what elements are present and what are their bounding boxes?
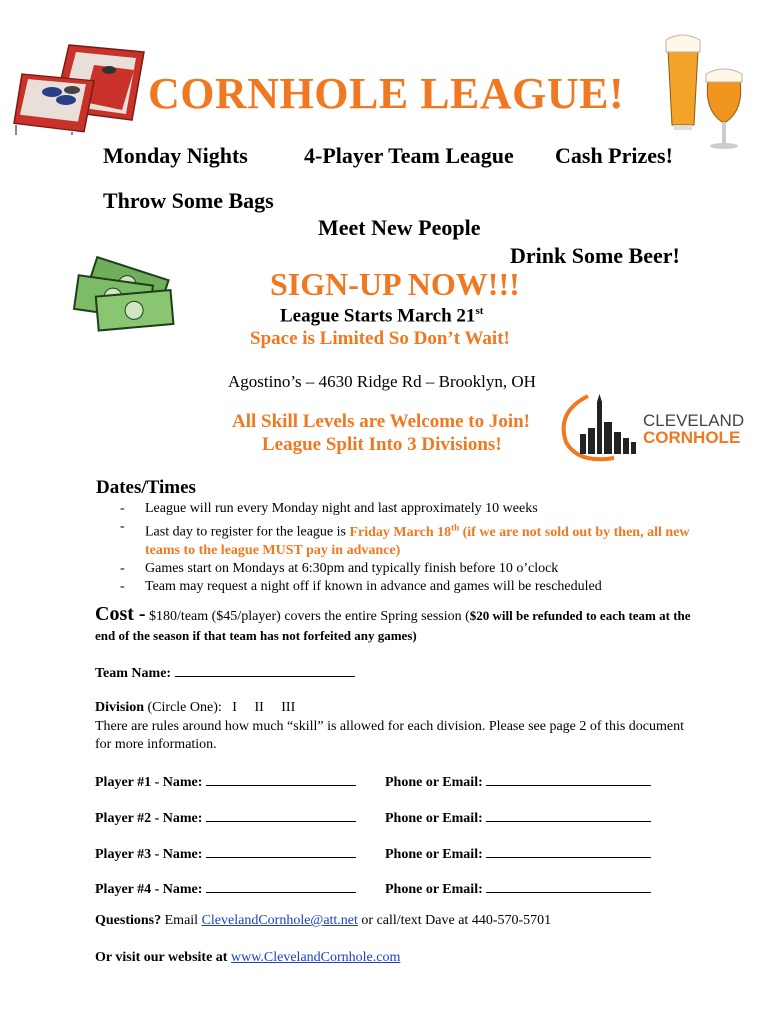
player-3-contact-field[interactable]: Phone or Email: (385, 844, 651, 863)
division-rules-note: There are rules around how much “skill” is allowed for each division. Please see page 2 of this document for more information. (95, 719, 684, 752)
list-item: - Games start on Mondays at 6:30pm and typically finish before 10 o’clock (120, 560, 559, 576)
tagline-meet-people: Meet New People (318, 215, 481, 240)
dates-list (120, 500, 710, 596)
division-option-3[interactable]: III (281, 700, 296, 715)
venue-address: Agostino’s – 4630 Ridge Rd – Brooklyn, OH (228, 372, 536, 391)
player-4-contact-field[interactable]: Phone or Email: (385, 879, 651, 898)
dates-times-heading: Dates/Times (96, 477, 196, 498)
division-selector: Division (Circle One): I II III (95, 700, 296, 715)
space-limited-notice: Space is Limited So Don’t Wait! (250, 328, 510, 349)
player-2-name-field[interactable]: Player #2 - Name: (95, 808, 356, 827)
tagline-throw-bags: Throw Some Bags (103, 188, 274, 213)
page-title: CORNHOLE LEAGUE! (148, 69, 625, 118)
player-2-contact-field[interactable]: Phone or Email: (385, 808, 651, 827)
cost-section: Cost - $180/team ($45/player) covers the entire Spring session ($20 will be refunded to each team at the end of the season if that team has not forfeited any games) (95, 603, 691, 643)
player-1-contact-field[interactable]: Phone or Email: (385, 772, 651, 791)
skill-levels-notice: All Skill Levels are Welcome to Join! (232, 411, 530, 432)
questions-line: Questions? Email ClevelandCornhole@att.net or call/text Dave at 440-570-5701 (95, 913, 552, 928)
feature-cash-prizes: Cash Prizes! (555, 143, 673, 168)
divisions-notice: League Split Into 3 Divisions! (262, 434, 502, 455)
beer-glasses-icon (660, 30, 760, 155)
cornhole-boards-icon (14, 40, 154, 135)
email-link[interactable]: ClevelandCornhole@att.net (201, 913, 358, 928)
logo-text-cleveland: CLEVELAND (643, 411, 745, 430)
league-start-date: League Starts March 21st (280, 305, 484, 327)
signup-headline: SIGN-UP NOW!!! (270, 266, 520, 302)
list-item: - Team may request a night off if known in advance and games will be rescheduled (120, 578, 602, 594)
tagline-drink-beer: Drink Some Beer! (510, 243, 680, 268)
player-4-name-field[interactable]: Player #4 - Name: (95, 879, 356, 898)
team-name-field[interactable]: Team Name: (95, 663, 355, 682)
feature-monday-nights: Monday Nights (103, 143, 248, 168)
player-1-name-field[interactable]: Player #1 - Name: (95, 772, 356, 791)
feature-team-league: 4-Player Team League (304, 143, 514, 168)
list-item: - League will run every Monday night and last approximately 10 weeks (120, 501, 538, 516)
money-icon (66, 258, 186, 338)
division-option-1[interactable]: I (232, 700, 237, 715)
list-item: - Last day to register for the league is Friday March 18th (if we are not sold out by then, all new teams to the league MUST pay in advance) (120, 519, 690, 558)
logo-text-cornhole: CORNHOLE (643, 428, 741, 447)
cleveland-skyline-icon (558, 392, 748, 464)
website-line: Or visit our website at www.ClevelandCornhole.com (95, 950, 401, 965)
player-3-name-field[interactable]: Player #3 - Name: (95, 844, 356, 863)
website-link[interactable]: www.ClevelandCornhole.com (230, 950, 401, 965)
division-option-2[interactable]: II (254, 700, 264, 715)
